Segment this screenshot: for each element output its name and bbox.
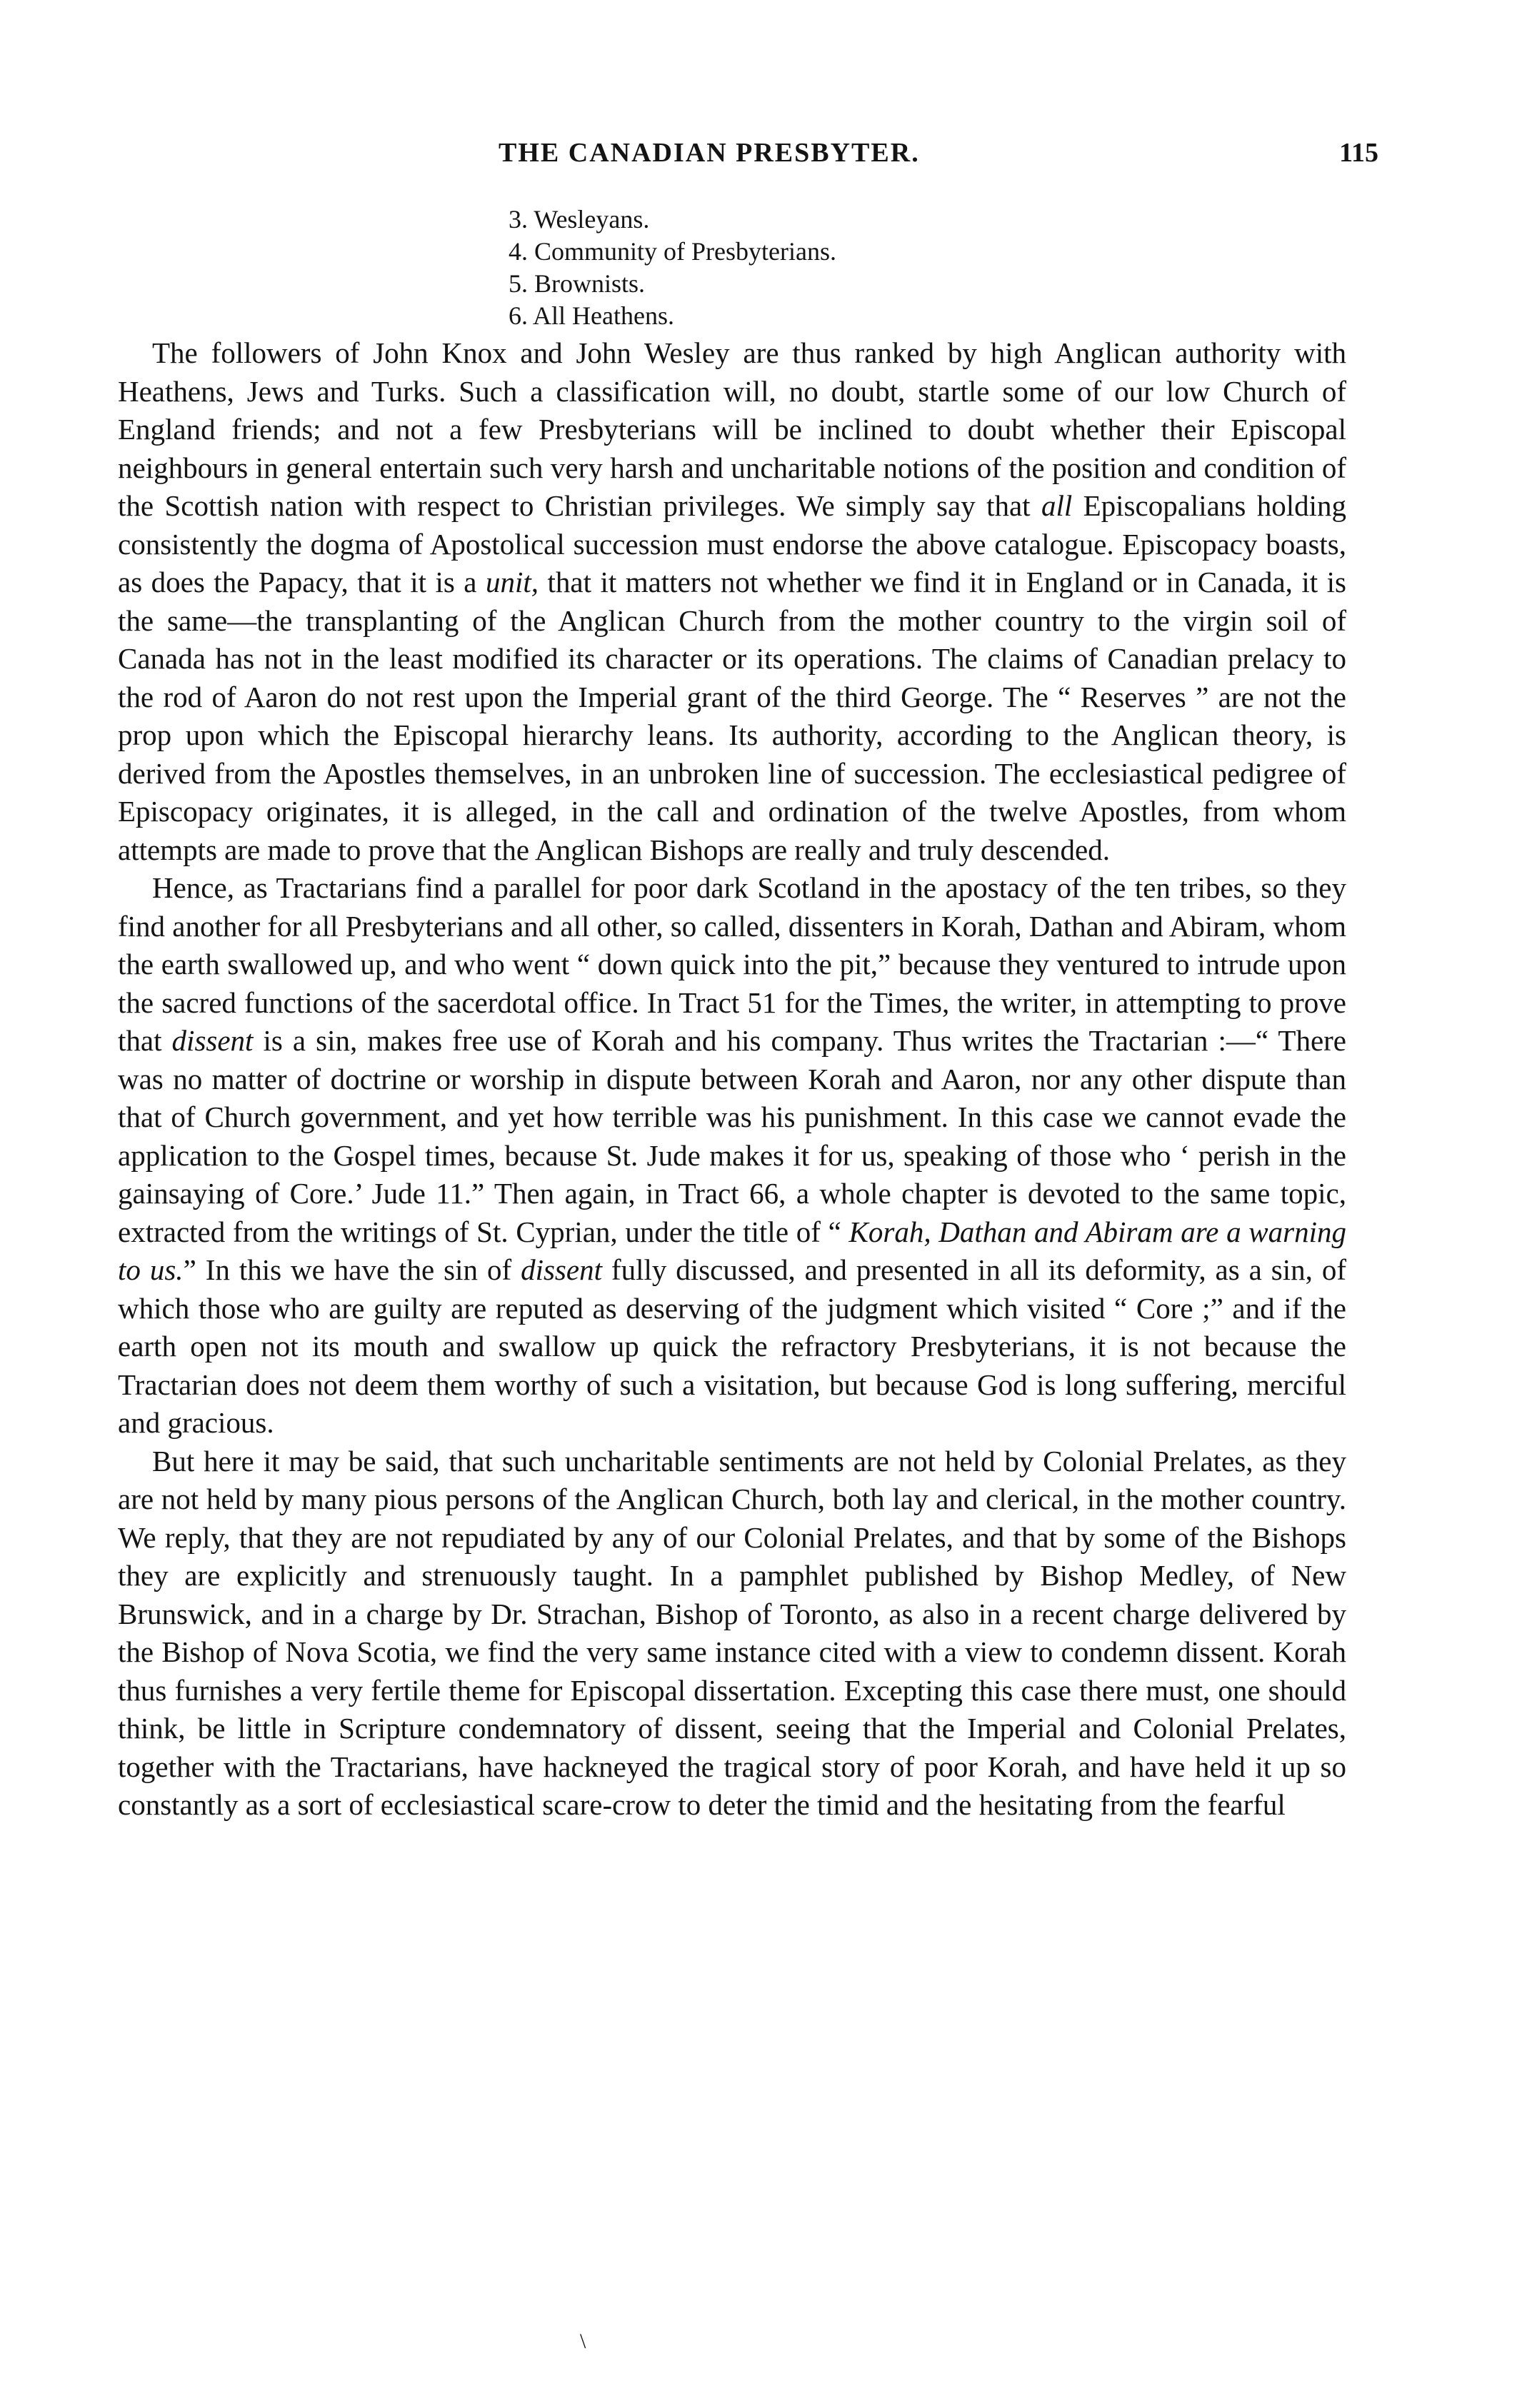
text-run: But here it may be said, that such uncharitable sentiments are not held by Colonial Prelates, as they are not held by many pious persons of the Anglican Church, both lay and clerical, in the mother country. We reply, that they are not repudiated by any of our Colonial Prelates, and that by some of the Bishops they are explicitly and strenuously taught. In a pamphlet published by Bishop Medley, of New Brunswick, and in a charge by Dr. Strachan, Bishop of Toronto, as also in a recent charge delivered by the Bishop of Nova Scotia, we find the very same instance cited with a view to condemn dissent. Korah thus furnishes a very fertile theme for Episcopal dissertation. Excepting this case there must, one should think, be little in Scripture condemnatory of dissent, seeing that the Imperial and Colonial Prelates, together with the Tractarians, have hackneyed the tragical story of poor Korah, and have held it up so constantly as a sort of ecclesiastical scare-crow to deter the timid and the hesitating from the fearful (118, 1444, 1346, 1821)
list-item: 6. All Heathens. (509, 301, 674, 330)
text-run: that it matters not whether we find it in England or in Canada, it is the same—the transplanting of the Anglican Church from the mother country to the virgin soil of Canada has not in the least modified its character or its operations. The claims of Canadian prelacy to the rod of Aaron do not rest upon the Imperial grant of the third George. The “ Reserves ” are not the prop upon which the Episcopal hierarchy leans. Its authority, according to the Anglican theory, is derived from the Apostles themselves, in an unbroken line of succession. The ecclesiastical pedigree of Episcopacy originates, it is alleged, in the call and ordination of the twelve Apostles, from whom attempts are made to prove that the Anglican Bishops are really and truly descended. (118, 566, 1346, 866)
italic-text: dissent (171, 1024, 254, 1057)
text-run: is a sin, makes free use of Korah and his company. Thus writes the Tractarian :—“ There was no matter of doctrine or worship in dispute between Korah and Aaron, nor any other dispute than that of Church government, and yet how terrible was his punishment. In this case we cannot evade the application to the Gospel times, because St. Jude makes it for us, speaking of those who ‘ perish in the gainsaying of Core.’ Jude 11.” Then again, in Tract 66, a whole chapter is devoted to the same topic, extracted from the writings of St. Cyprian, under the title of “ (118, 1024, 1347, 1248)
list-item: 4. Community of Presbyterians. (509, 237, 836, 266)
text-run: fully discussed, and presented in all its deformity, as a sin, of which those who are guilty are reputed as deserving of the judgment which visited “ Core ;” and if the earth open not its mouth and swallow up quick the refractory Presbyterians, it is not because the Tractarian does not deem them worthy of such a visitation, but because God is long suffering, merciful and gracious. (118, 1253, 1346, 1439)
paragraph (118, 334, 1346, 869)
paragraph (118, 1443, 1346, 1825)
paragraph (118, 869, 1346, 1443)
footer-mark: \ (580, 2329, 586, 2353)
list-item: 5. Brownists. (509, 269, 646, 298)
text-run: The followers of John Knox and John Wesley are thus ranked by high Anglican authority with Heathens, Jews and Turks. Such a classification will, no doubt, startle some of our low Church of England friends; and not a few Presbyterians will be inclined to doubt whether their Episcopal neighbours in general entertain such very harsh and uncharitable notions of the position and condition of the Scottish nation with respect to Christian privileges. We simply say that (118, 336, 1346, 522)
body-text (118, 334, 1346, 1825)
italic-text: all (1041, 489, 1073, 522)
text-run: ” In this we have the sin of (183, 1253, 521, 1286)
italic-text: unit, (485, 566, 539, 598)
running-header (164, 137, 1378, 180)
ranking-list (509, 204, 836, 332)
page-number: 115 (1339, 138, 1378, 168)
running-title: THE CANADIAN PRESBYTER. (499, 138, 920, 168)
text-run: Hence, as Tractarians find a parallel for poor dark Scotland in the apostacy of the ten tribes, so they find another for all Presbyterians and all other, so called, dissenters in Korah, Dathan and Abiram, whom the earth swallowed up, and who went “ down quick into the pit,” because they ventured to intrude upon the sacred functions of the sacerdotal office. In Tract 51 for the Times, the writer, in attempting to prove that (118, 871, 1346, 1057)
italic-text: Korah, Dathan and Abiram are a warning to us. (118, 1215, 1346, 1286)
italic-text: dissent (521, 1253, 602, 1286)
text-run: Episcopalians holding consistently the dogma of Apostolical succession must endorse the above catalogue. Episcopacy boasts, as does the Papacy, that it is a (118, 489, 1346, 598)
list-item: 3. Wesleyans. (509, 205, 650, 234)
